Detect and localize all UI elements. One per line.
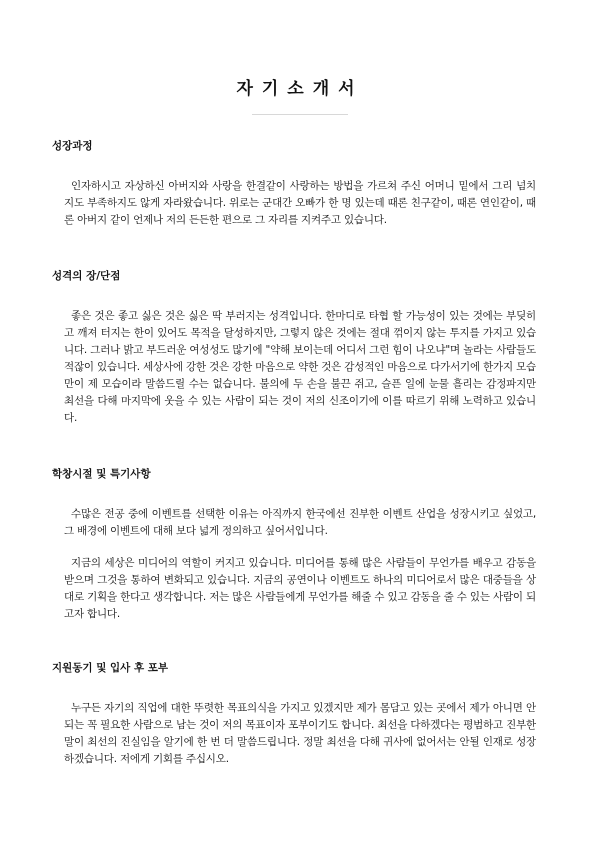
section-heading: 지원동기 및 입사 후 포부 xyxy=(52,662,169,674)
document-title: 자기소개서 xyxy=(236,79,364,99)
section-body xyxy=(0,308,600,427)
section-body xyxy=(0,178,600,229)
paragraph: 누구든 자기의 직업에 대한 뚜렷한 목표의식을 가지고 있겠지만 제가 몸담고 있는 곳에서 제가 아니면 안되는 꼭 필요한 사람으로 남는 것이 저의 목표이자 포부이기도 합니다. 최선을 다하겠다는 평범하고 진부한 말이 최선의 진실임을 알기에 한 번 더 말씀드립니다. 정말 최선을 다해 귀사에 없어서는 안될 인재로 성장하겠습니다. 저에게 기회를 주십시오. xyxy=(64,702,536,765)
paragraph: 지금의 세상은 미디어의 역할이 커지고 있습니다. 미디어를 통해 많은 사람들이 무언가를 배우고 감동을 받으며 그것을 통하여 변화되고 있습니다. 지금의 공연이나 이벤트도 하나의 미디어로서 많은 대중들을 상대로 기획을 한다고 생각합니다. 저는 많은 사람들에게 무언가를 해줄 수 있고 감동을 줄 수 있는 사람이 되고자 합니다. xyxy=(64,557,536,620)
section-heading: 성장과정 xyxy=(52,140,93,152)
title-divider xyxy=(252,114,348,115)
section-personality xyxy=(0,268,600,427)
paragraph: 인자하시고 자상하신 아버지와 사랑을 한결같이 사랑하는 방법을 가르쳐 주신 어머니 밑에서 그리 넘치지도 부족하지도 않게 자라왔습니다. 위로는 군대간 오빠가 한 명 있는데 때론 친구같이, 때론 연인같이, 때론 아버지 같이 언제나 저의 든든한 편으로 그 자리를 지켜주고 있습니다. xyxy=(64,180,536,226)
section-heading: 학창시절 및 특기사항 xyxy=(52,468,151,480)
section-heading: 성격의 장/단점 xyxy=(52,270,121,282)
section-school xyxy=(0,466,600,623)
section-motivation xyxy=(0,660,600,768)
paragraph: 좋은 것은 좋고 싫은 것은 싫은 딱 부러지는 성격입니다. 한마디로 타협 할 가능성이 있는 것에는 부딪히고 깨져 터지는 한이 있어도 목적을 달성하지만, 그렇지 않은 것에는 절대 꺾이지 않는 투지를 가지고 있습니다. 그러나 밝고 부드러운 여성성도 많기에 "약해 보이는데 어디서 그런 힘이 나오냐"며 놀라는 사람들도 적잖이 있습니다. 세상사에 강한 것은 강한 마음으로 약한 것은 감성적인 마음으로 다가서기에 한가지 모습만이 제 모습이라 말씀드릴 수는 없습니다. 불의에 두 손을 불끈 쥐고, 슬픈 일에 눈물 흘리는 감정파지만 최선을 다해 마지막에 웃을 수 있는 사람이 되는 것이 저의 신조이기에 이를 따르기 위해 노력하고 있습니다. xyxy=(64,310,536,424)
section-growth xyxy=(0,138,600,229)
section-body xyxy=(0,506,600,623)
paragraph: 수많은 전공 중에 이벤트를 선택한 이유는 아직까지 한국에선 진부한 이벤트 산업을 성장시키고 싶었고, 그 배경에 이벤트에 대해 보다 넓게 정의하고 싶어서입니다. xyxy=(64,508,536,537)
section-body xyxy=(0,700,600,768)
